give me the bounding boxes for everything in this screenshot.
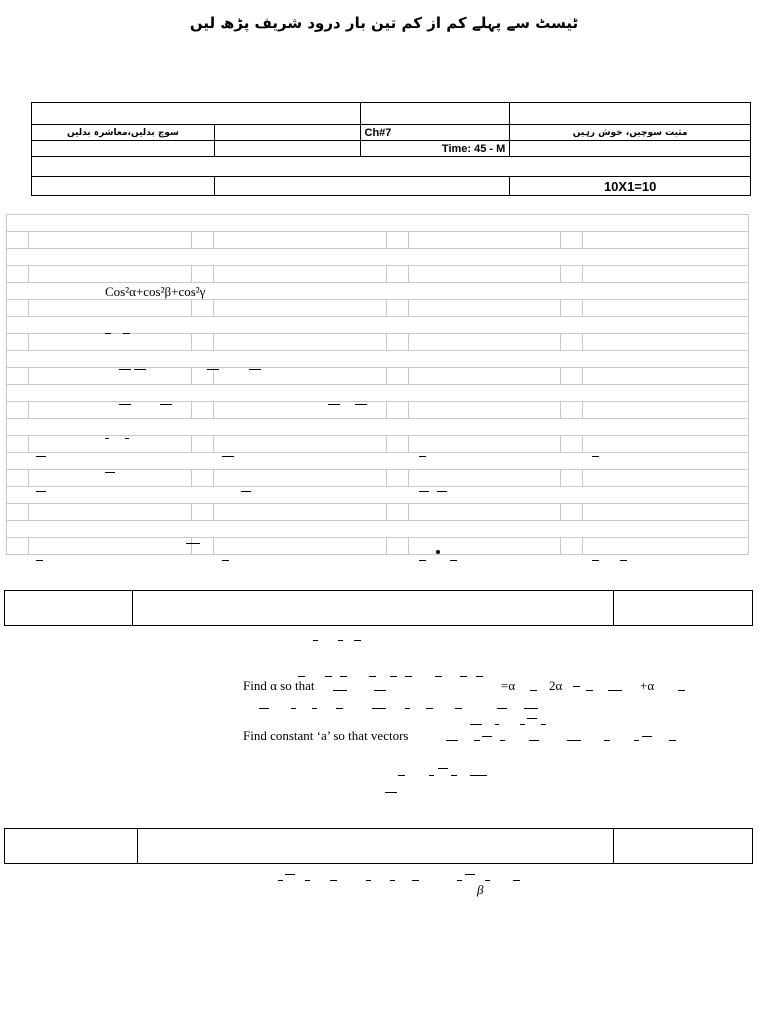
info-table [31,102,751,196]
blank-line [134,369,146,370]
blank-line [385,792,397,793]
blank-line [573,686,580,687]
blank-line [419,560,426,561]
blank-line [592,560,599,561]
blank-line [36,491,46,492]
blank-line [160,404,172,405]
blank-line [465,874,475,875]
blank-line [529,740,539,741]
blank-line [105,438,109,439]
blank-line [634,740,639,741]
blank-line [241,491,251,492]
blank-line [438,768,448,769]
blank-line [36,560,43,561]
blank-line [485,880,490,881]
blank-line [125,438,129,439]
blank-line [451,775,457,776]
blank-line [419,491,429,492]
blank-line [354,640,361,641]
question-1: Find α so that [243,678,315,693]
blank-line [460,676,467,677]
blank-line [567,740,581,741]
blank-line [374,690,386,691]
blank-line [123,333,130,334]
blank-line [435,676,442,677]
blank-line [620,560,627,561]
blank-line [366,880,371,881]
question-1-tail3: +α [640,678,655,693]
blank-line [419,456,426,457]
blank-line [520,724,525,725]
blank-line [608,690,622,691]
blank-line [278,880,283,881]
mcq-grid [6,214,749,555]
blank-line [325,676,332,677]
blank-line [586,690,593,691]
blank-line [495,724,499,725]
question-1-tail: =α [501,678,516,693]
blank-line [476,676,483,677]
blank-line [336,708,343,709]
blank-line [604,740,610,741]
marks-label: 10X1=10 [510,177,751,196]
blank-line [328,404,340,405]
blank-line [513,880,520,881]
blank-line [222,560,229,561]
blank-line [455,708,462,709]
slogan-left: سوچ بدلیں،معاشرہ بدلیں [32,125,215,141]
blank-line [678,690,685,691]
blank-line [249,369,261,370]
blank-line [338,640,343,641]
slogan-right: مثبت سوچیں، خوش رہیں [510,125,751,141]
blank-line [285,874,295,875]
blank-line [437,491,447,492]
short-questions-header [4,590,753,626]
blank-line [426,708,433,709]
blank-line [333,690,347,691]
blank-line [105,333,111,334]
blank-line [186,543,200,544]
question-2: Find constant ‘a’ so that vectors [243,728,409,743]
question-1-tail2: 2α [549,678,563,693]
blank-line [470,775,487,776]
blank-line [340,676,347,677]
blank-line [405,676,412,677]
blank-line [669,740,676,741]
blank-line [474,740,480,741]
blank-line [497,708,507,709]
blank-line [36,456,46,457]
blank-line [372,708,386,709]
blank-line [355,404,367,405]
blank-line [259,708,269,709]
blank-line [541,724,546,725]
blank-line [530,690,537,691]
blank-line [207,369,219,370]
blank-line [412,880,419,881]
blank-line [592,456,599,457]
long-questions-header [4,828,753,864]
blank-line [298,676,305,677]
blank-line [450,560,457,561]
blank-line [312,708,317,709]
blank-line [457,880,462,881]
blank-line [369,676,376,677]
blank-line [222,456,234,457]
blank-line [429,775,434,776]
mcq-formula: Cos²α+cos²β+cos²γ [105,284,206,299]
time-label: Time: 45 - M [360,141,510,157]
chapter-label: Ch#7 [360,125,510,141]
blank-line [642,736,652,737]
blank-line [119,369,131,370]
blank-line [527,718,537,719]
blank-line [482,736,492,737]
blank-line [390,676,397,677]
page-title: ٹیسٹ سے پہلے کم از کم تین بار درود شریف پڑھ لیں [189,14,579,32]
blank-line [470,724,482,725]
blank-line [105,472,115,473]
beta-symbol: β [477,882,484,897]
blank-line [305,880,310,881]
blank-line [398,775,405,776]
blank-line [291,708,296,709]
blank-line [313,640,318,641]
blank-line [524,708,538,709]
blank-line [119,404,131,405]
blank-line [390,880,395,881]
blank-line [446,740,458,741]
blank-line [500,740,505,741]
blank-line [405,708,410,709]
blank-line [330,880,337,881]
